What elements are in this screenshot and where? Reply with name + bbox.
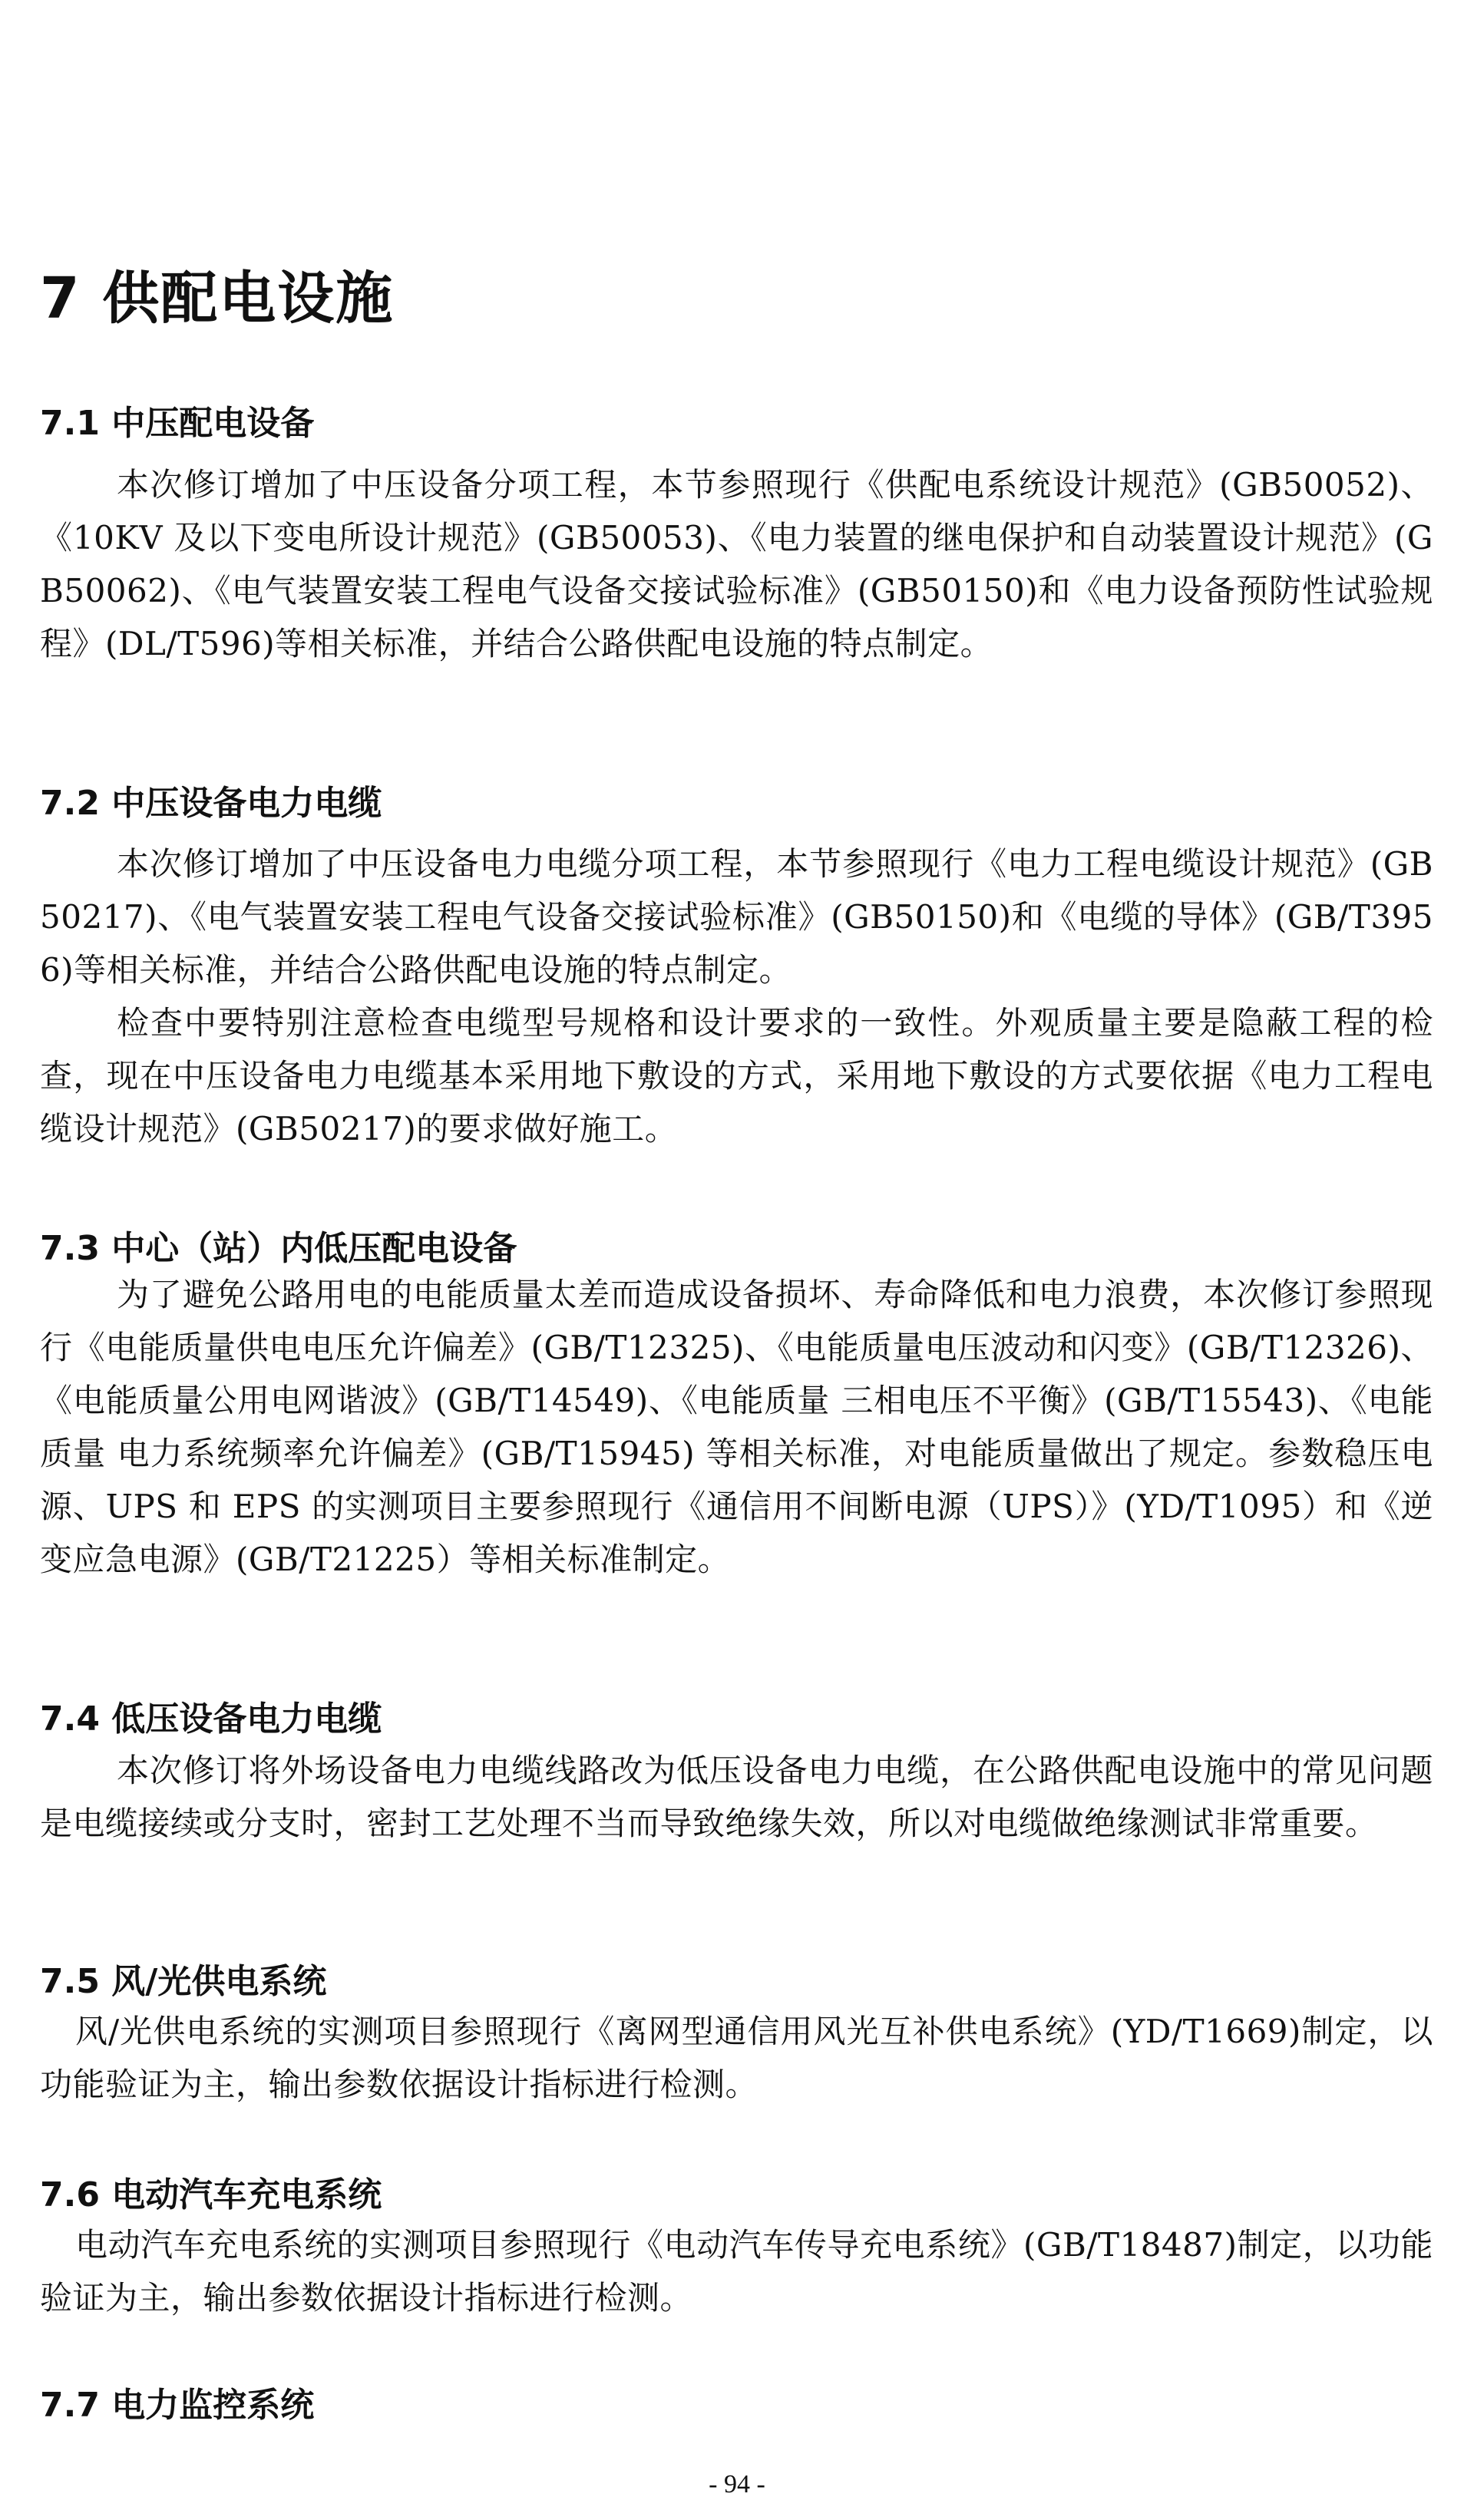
section-heading-7-1: 7.1 中压配电设备 — [40, 404, 315, 443]
section-heading-7-4: 7.4 低压设备电力电缆 — [40, 1699, 382, 1739]
section-7-4-paragraph: 本次修订将外场设备电力电缆线路改为低压设备电力电缆，在公路供配电设施中的常见问题是电缆接续或分支时，密封工艺处理不当而导致绝缘失效，所以对电缆做绝缘测试非常重要。 — [40, 1752, 1433, 1842]
section-heading-7-5: 7.5 风/光供电系统 — [40, 1962, 327, 2001]
section-heading-7-2: 7.2 中压设备电力电缆 — [40, 784, 382, 823]
section-7-2-paragraph-2: 检查中要特别注意检查电缆型号规格和设计要求的一致性。外观质量主要是隐蔽工程的检查，现在中压设备电力电缆基本采用地下敷设的方式，采用地下敷设的方式要依据《电力工程电缆设计规范》(GB50217)的要求做好施工。 — [40, 1004, 1433, 1148]
page-number: - 94 - — [709, 2470, 765, 2499]
section-heading-7-7: 7.7 电力监控系统 — [40, 2386, 315, 2425]
section-7-1-paragraph: 本次修订增加了中压设备分项工程，本节参照现行《供配电系统设计规范》(GB50052)、《10KV 及以下变电所设计规范》(GB50053)、《电力装置的继电保护和自动装置设计规范》(GB50062)、《电气装置安装工程电气设备交接试验标准》(GB50150)和《电力设备预防性试验规程》(DL/T596)等相关标准，并结合公路供配电设施的特点制定。 — [40, 466, 1434, 662]
chapter-title: 7 供配电设施 — [40, 266, 395, 332]
section-7-6-paragraph: 电动汽车充电系统的实测项目参照现行《电动汽车传导充电系统》(GB/T18487)制定，以功能验证为主，输出参数依据设计指标进行检测。 — [40, 2226, 1433, 2317]
section-7-3-paragraph: 为了避免公路用电的电能质量太差而造成设备损坏、寿命降低和电力浪费，本次修订参照现行《电能质量供电电压允许偏差》(GB/T12325)、《电能质量电压波动和闪变》(GB/T12326)、《电能质量公用电网谐波》(GB/T14549)、《电能质量 三相电压不平衡》(GB/T15543)、《电能质量 电力系统频率允许偏差》(GB/T15945) 等相关标准，对电能质量做出了规定。参数稳压电源、UPS 和 EPS 的实测项目主要参照现行《通信用不间断电源（UPS）》(YD/T1095）和《逆变应急电源》(GB/T21225）等相关标准制定。 — [40, 1276, 1433, 1578]
section-heading-7-6: 7.6 电动汽车充电系统 — [40, 2175, 382, 2214]
section-7-2-paragraph-1: 本次修订增加了中压设备电力电缆分项工程，本节参照现行《电力工程电缆设计规范》(GB50217)、《电气装置安装工程电气设备交接试验标准》(GB50150)和《电缆的导体》(GB/T3956)等相关标准，并结合公路供配电设施的特点制定。 — [40, 845, 1433, 989]
section-7-5-paragraph: 风/光供电系统的实测项目参照现行《离网型通信用风光互补供电系统》(YD/T1669)制定，以功能验证为主，输出参数依据设计指标进行检测。 — [40, 2013, 1433, 2103]
section-heading-7-3: 7.3 中心（站）内低压配电设备 — [40, 1229, 517, 1268]
